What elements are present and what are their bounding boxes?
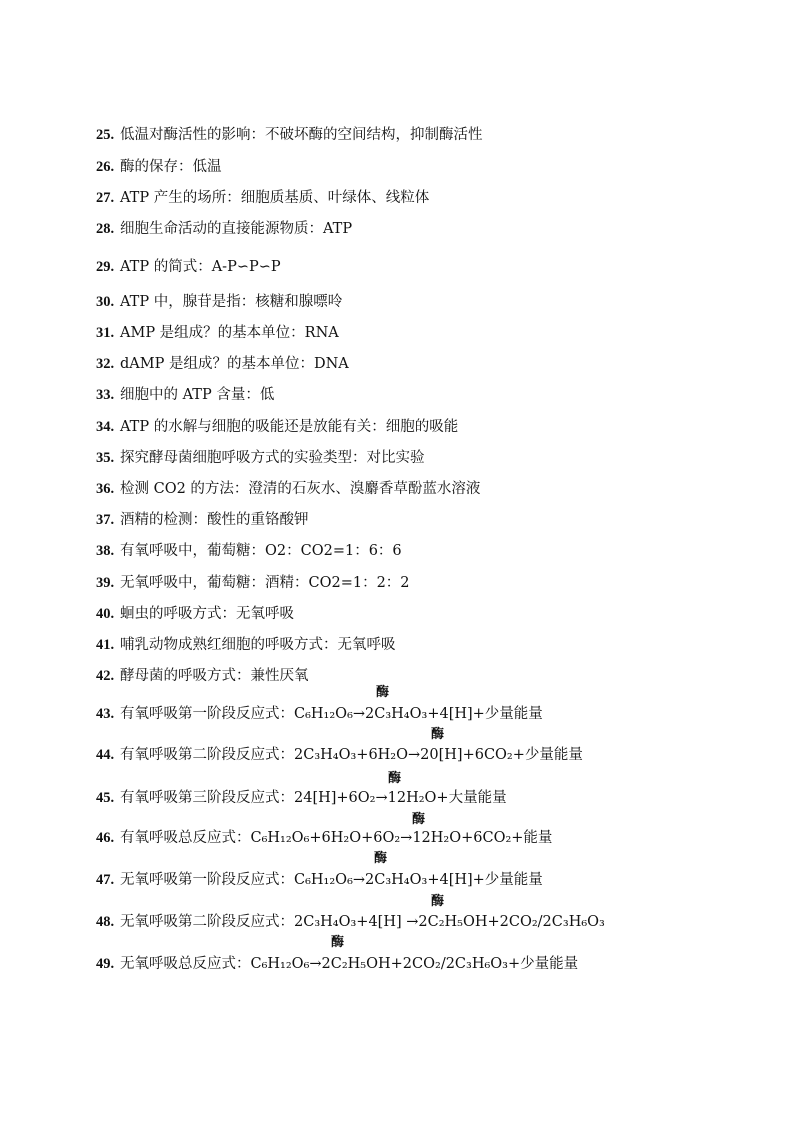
item-text: 无氧呼吸第二阶段反应式：2C₃H₄O₃+4[H] →2C₂H₅OH+2CO₂/2C₃H₆O₃ xyxy=(120,914,605,930)
list-item xyxy=(96,636,396,654)
list-item xyxy=(96,667,309,685)
equation-item xyxy=(96,789,507,807)
equation-item xyxy=(96,913,605,931)
item-number: 39. xyxy=(96,575,115,591)
list-item xyxy=(96,189,429,207)
item-text: ATP 的水解与细胞的吸能还是放能有关：细胞的吸能 xyxy=(120,419,459,435)
item-text: ATP 产生的场所：细胞质基质、叶绿体、线粒体 xyxy=(120,190,430,206)
list-item xyxy=(96,258,281,276)
enzyme-label: 酶 xyxy=(374,851,388,866)
equation-item xyxy=(96,829,552,847)
list-item xyxy=(96,480,480,498)
item-number: 45. xyxy=(96,790,115,806)
item-number: 28. xyxy=(96,221,115,237)
item-text: 无氧呼吸中，葡萄糖：酒精：CO2=1：2：2 xyxy=(120,575,410,591)
item-text: 蛔虫的呼吸方式：无氧呼吸 xyxy=(120,606,294,622)
item-text: 低温对酶活性的影响：不破坏酶的空间结构，抑制酶活性 xyxy=(120,127,483,143)
item-number: 31. xyxy=(96,325,115,341)
equation-item xyxy=(96,871,543,889)
item-text: 有氧呼吸第一阶段反应式：C₆H₁₂O₆→2C₃H₄O₃+4[H]+少量能量 xyxy=(120,706,543,722)
list-item xyxy=(96,220,352,238)
item-number: 42. xyxy=(96,668,115,684)
list-item xyxy=(96,386,274,404)
item-text: 细胞生命活动的直接能源物质：ATP xyxy=(120,221,353,237)
item-number: 30. xyxy=(96,294,115,310)
list-item xyxy=(96,126,483,144)
enzyme-label: 酶 xyxy=(388,771,402,786)
item-text: 有氧呼吸总反应式：C₆H₁₂O₆+6H₂O+6O₂→12H₂O+6CO₂+能量 xyxy=(120,830,553,846)
item-text: dAMP 是组成？的基本单位：DNA xyxy=(120,356,349,372)
item-text: 酶的保存：低温 xyxy=(120,159,222,175)
item-number: 35. xyxy=(96,450,115,466)
item-number: 33. xyxy=(96,387,115,403)
item-number: 38. xyxy=(96,543,115,559)
item-number: 43. xyxy=(96,706,115,722)
item-text: 无氧呼吸第一阶段反应式：C₆H₁₂O₆→2C₃H₄O₃+4[H]+少量能量 xyxy=(120,872,543,888)
enzyme-label: 酶 xyxy=(331,935,345,950)
list-item xyxy=(96,324,339,342)
item-number: 40. xyxy=(96,606,115,622)
item-text: 有氧呼吸中，葡萄糖：O2：CO2=1：6：6 xyxy=(120,543,402,559)
item-number: 37. xyxy=(96,512,115,528)
list-item xyxy=(96,605,294,623)
enzyme-label: 酶 xyxy=(376,685,390,700)
item-number: 29. xyxy=(96,259,115,275)
item-text: ATP 的简式：A-P∽P∽P xyxy=(120,259,281,275)
item-number: 47. xyxy=(96,872,115,888)
list-item xyxy=(96,511,309,529)
item-number: 25. xyxy=(96,127,115,143)
item-number: 26. xyxy=(96,159,115,175)
item-number: 32. xyxy=(96,356,115,372)
item-number: 49. xyxy=(96,956,115,972)
item-text: 酵母菌的呼吸方式：兼性厌氧 xyxy=(120,668,309,684)
equation-item xyxy=(96,705,543,723)
list-item xyxy=(96,158,222,176)
item-text: 细胞中的 ATP 含量：低 xyxy=(120,387,275,403)
list-item xyxy=(96,542,402,560)
item-number: 44. xyxy=(96,747,115,763)
item-number: 34. xyxy=(96,419,115,435)
enzyme-label: 酶 xyxy=(412,812,426,827)
item-text: 酒精的检测：酸性的重铬酸钾 xyxy=(120,512,309,528)
list-item xyxy=(96,355,349,373)
equation-item xyxy=(96,955,578,973)
item-text: 有氧呼吸第三阶段反应式：24[H]+6O₂→12H₂O+大量能量 xyxy=(120,790,507,806)
item-text: 哺乳动物成熟红细胞的呼吸方式：无氧呼吸 xyxy=(120,637,396,653)
item-number: 36. xyxy=(96,481,115,497)
list-item xyxy=(96,418,458,436)
enzyme-label: 酶 xyxy=(431,727,445,742)
item-text: 检测 CO2 的方法：澄清的石灰水、溴麝香草酚蓝水溶液 xyxy=(120,481,481,497)
item-number: 48. xyxy=(96,914,115,930)
enzyme-label: 酶 xyxy=(431,894,445,909)
item-text: 无氧呼吸总反应式：C₆H₁₂O₆→2C₂H₅OH+2CO₂/2C₃H₆O₃+少量能量 xyxy=(120,956,579,972)
item-text: 有氧呼吸第二阶段反应式：2C₃H₄O₃+6H₂O→20[H]+6CO₂+少量能量 xyxy=(120,747,583,763)
item-number: 46. xyxy=(96,830,115,846)
equation-item xyxy=(96,746,583,764)
list-item xyxy=(96,449,425,467)
list-item xyxy=(96,293,342,311)
item-number: 41. xyxy=(96,637,115,653)
item-number: 27. xyxy=(96,190,115,206)
item-text: 探究酵母菌细胞呼吸方式的实验类型：对比实验 xyxy=(120,450,425,466)
item-text: AMP 是组成？的基本单位：RNA xyxy=(120,325,339,341)
list-item xyxy=(96,574,410,592)
item-text: ATP 中，腺苷是指：核糖和腺嘌呤 xyxy=(120,294,343,310)
